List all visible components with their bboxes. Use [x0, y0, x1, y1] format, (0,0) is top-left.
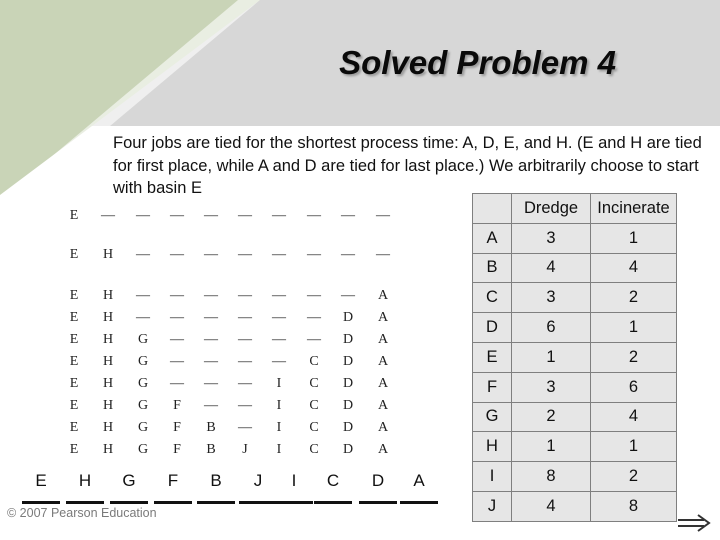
sequence-cell: C: [309, 354, 319, 369]
sequence-cell: —: [136, 310, 150, 325]
sequence-cell: G: [137, 376, 149, 391]
table-cell-dredge: 8: [512, 462, 591, 492]
table-header-row: [473, 194, 677, 224]
sequence-cell: —: [238, 332, 252, 347]
sequence-cell: H: [102, 442, 114, 457]
sequence-cell: —: [238, 310, 252, 325]
sequence-cell: —: [238, 247, 252, 262]
final-sequence-item: C: [314, 468, 352, 504]
sequence-cell: H: [102, 376, 114, 391]
sequence-cell: H: [102, 310, 114, 325]
sequence-cell: —: [204, 310, 218, 325]
sequence-cell: —: [272, 332, 286, 347]
table-cell-incinerate: 2: [591, 342, 677, 372]
sequence-cell: C: [309, 442, 319, 457]
table-row: [473, 313, 677, 343]
sequence-cell: —: [170, 354, 184, 369]
sequence-cell: E: [69, 354, 79, 369]
sequence-cell: H: [102, 398, 114, 413]
sequence-cell: H: [102, 354, 114, 369]
sequence-cell: E: [69, 310, 79, 325]
sequence-cell: H: [102, 332, 114, 347]
table-cell-dredge: 3: [512, 372, 591, 402]
sequence-cell: A: [377, 332, 389, 347]
table-cell-incinerate: 1: [591, 313, 677, 343]
sequence-cell: D: [342, 354, 354, 369]
sequence-cell: C: [309, 420, 319, 435]
final-sequence-item: G: [110, 468, 148, 504]
sequence-cell: —: [136, 288, 150, 303]
sequence-cell: —: [307, 208, 321, 223]
table-cell-job: I: [473, 462, 512, 492]
table-row: [473, 253, 677, 283]
table-cell-incinerate: 1: [591, 223, 677, 253]
table-header-blank: [473, 194, 512, 224]
sequence-cell: G: [137, 332, 149, 347]
final-sequence-item: D: [359, 468, 397, 504]
table-cell-dredge: 4: [512, 253, 591, 283]
sequence-cell: A: [377, 310, 389, 325]
sequence-cell: D: [342, 376, 354, 391]
sequence-cell: —: [170, 310, 184, 325]
sequence-cell: F: [173, 420, 181, 435]
table-row: [473, 491, 677, 521]
sequence-cell: A: [377, 354, 389, 369]
sequence-cell: —: [204, 247, 218, 262]
sequence-cell: —: [307, 288, 321, 303]
table-cell-incinerate: 1: [591, 432, 677, 462]
sequence-cell: G: [137, 442, 149, 457]
table-cell-job: C: [473, 283, 512, 313]
sequence-cell: —: [170, 247, 184, 262]
sequence-cell: E: [69, 420, 79, 435]
sequence-cell: C: [309, 376, 319, 391]
table-row: [473, 283, 677, 313]
sequence-cell: —: [307, 332, 321, 347]
sequence-cell: F: [173, 442, 181, 457]
table-row: [473, 402, 677, 432]
table-cell-dredge: 1: [512, 342, 591, 372]
sequence-cell: —: [204, 398, 218, 413]
sequence-cell: D: [342, 398, 354, 413]
sequence-cell: —: [204, 332, 218, 347]
sequence-cell: E: [69, 208, 79, 223]
sequence-cell: —: [204, 376, 218, 391]
sequence-cell: —: [136, 247, 150, 262]
final-sequence-item: A: [400, 468, 438, 504]
sequence-cell: A: [377, 376, 389, 391]
table-cell-job: E: [473, 342, 512, 372]
final-sequence-item: J: [239, 468, 277, 504]
final-sequence: [0, 468, 450, 508]
copyright-text: © 2007 Pearson Education: [7, 506, 157, 520]
sequence-cell: A: [377, 442, 389, 457]
sequence-cell: D: [342, 420, 354, 435]
sequence-cell: —: [204, 288, 218, 303]
table-cell-incinerate: 6: [591, 372, 677, 402]
sequence-cell: —: [307, 247, 321, 262]
sequence-cell: A: [377, 288, 389, 303]
sequence-cell: D: [342, 310, 354, 325]
sequence-cell: G: [137, 398, 149, 413]
sequence-cell: H: [102, 247, 114, 262]
table-cell-job: A: [473, 223, 512, 253]
sequence-cell: —: [204, 208, 218, 223]
sequence-cell: —: [204, 354, 218, 369]
final-sequence-item: F: [154, 468, 192, 504]
table-header-dredge: Dredge: [512, 194, 591, 224]
sequence-cell: —: [238, 288, 252, 303]
table-cell-job: G: [473, 402, 512, 432]
sequence-cell: E: [69, 288, 79, 303]
slide-title: Solved Problem 4: [339, 44, 616, 81]
table-cell-job: F: [473, 372, 512, 402]
sequence-cell: —: [136, 208, 150, 223]
sequence-cell: C: [309, 398, 319, 413]
sequence-cell: E: [69, 247, 79, 262]
sequence-cell: H: [102, 420, 114, 435]
sequence-cell: —: [238, 354, 252, 369]
table-cell-dredge: 3: [512, 223, 591, 253]
table-cell-dredge: 4: [512, 491, 591, 521]
sequence-cell: —: [170, 332, 184, 347]
final-sequence-item: B: [197, 468, 235, 504]
table-row: [473, 342, 677, 372]
sequence-cell: J: [242, 442, 248, 457]
sequence-cell: —: [341, 247, 355, 262]
sequence-cell: A: [377, 398, 389, 413]
sequence-cell: F: [173, 398, 181, 413]
sequence-cell: —: [272, 288, 286, 303]
table-cell-job: B: [473, 253, 512, 283]
table-cell-incinerate: 4: [591, 253, 677, 283]
problem-intro-text: Four jobs are tied for the shortest process time: A, D, E, and H. (E and H are tied for first place, while A and D are tied for last place.) We arbitrarily choose to start with basin E: [113, 134, 702, 197]
table-row: [473, 462, 677, 492]
sequence-cell: E: [69, 376, 79, 391]
sequence-cell: E: [69, 442, 79, 457]
sequence-cell: E: [69, 398, 79, 413]
sequence-cell: —: [376, 247, 390, 262]
sequence-cell: I: [276, 398, 282, 413]
table-cell-dredge: 1: [512, 432, 591, 462]
sequence-cell: H: [102, 288, 114, 303]
sequence-cell: —: [272, 208, 286, 223]
sequence-cell: G: [137, 354, 149, 369]
sequence-cell: —: [238, 420, 252, 435]
final-sequence-item: H: [66, 468, 104, 504]
sequence-cell: D: [342, 442, 354, 457]
final-sequence-item: I: [275, 468, 313, 504]
table-cell-dredge: 6: [512, 313, 591, 343]
sequence-cell: G: [137, 420, 149, 435]
sequence-cell: —: [170, 376, 184, 391]
sequence-cell: B: [206, 420, 216, 435]
table-cell-incinerate: 8: [591, 491, 677, 521]
table-cell-job: D: [473, 313, 512, 343]
sequence-cell: —: [170, 208, 184, 223]
sequence-grid: [58, 200, 403, 462]
sequence-cell: —: [272, 354, 286, 369]
sequence-cell: I: [276, 442, 282, 457]
sequence-cell: —: [341, 288, 355, 303]
process-time-table: [472, 193, 677, 522]
sequence-cell: —: [170, 288, 184, 303]
sequence-cell: D: [342, 332, 354, 347]
table-row: [473, 432, 677, 462]
table-cell-incinerate: 4: [591, 402, 677, 432]
sequence-cell: —: [272, 247, 286, 262]
sequence-cell: A: [377, 420, 389, 435]
sequence-cell: —: [307, 310, 321, 325]
sequence-cell: B: [206, 442, 216, 457]
table-header-incinerate: Incinerate: [591, 194, 677, 224]
sequence-cell: I: [276, 376, 282, 391]
table-cell-incinerate: 2: [591, 462, 677, 492]
table-row: [473, 372, 677, 402]
table-cell-job: J: [473, 491, 512, 521]
sequence-cell: —: [238, 398, 252, 413]
sequence-cell: —: [101, 208, 115, 223]
sequence-cell: E: [69, 332, 79, 347]
final-sequence-item: E: [22, 468, 60, 504]
table-cell-dredge: 3: [512, 283, 591, 313]
sequence-cell: —: [272, 310, 286, 325]
sequence-cell: —: [341, 208, 355, 223]
table-cell-incinerate: 2: [591, 283, 677, 313]
sequence-cell: —: [376, 208, 390, 223]
table-row: [473, 223, 677, 253]
sequence-cell: I: [276, 420, 282, 435]
sequence-cell: —: [238, 376, 252, 391]
sequence-cell: —: [238, 208, 252, 223]
table-cell-job: H: [473, 432, 512, 462]
next-arrow-icon[interactable]: [676, 512, 712, 534]
table-cell-dredge: 2: [512, 402, 591, 432]
